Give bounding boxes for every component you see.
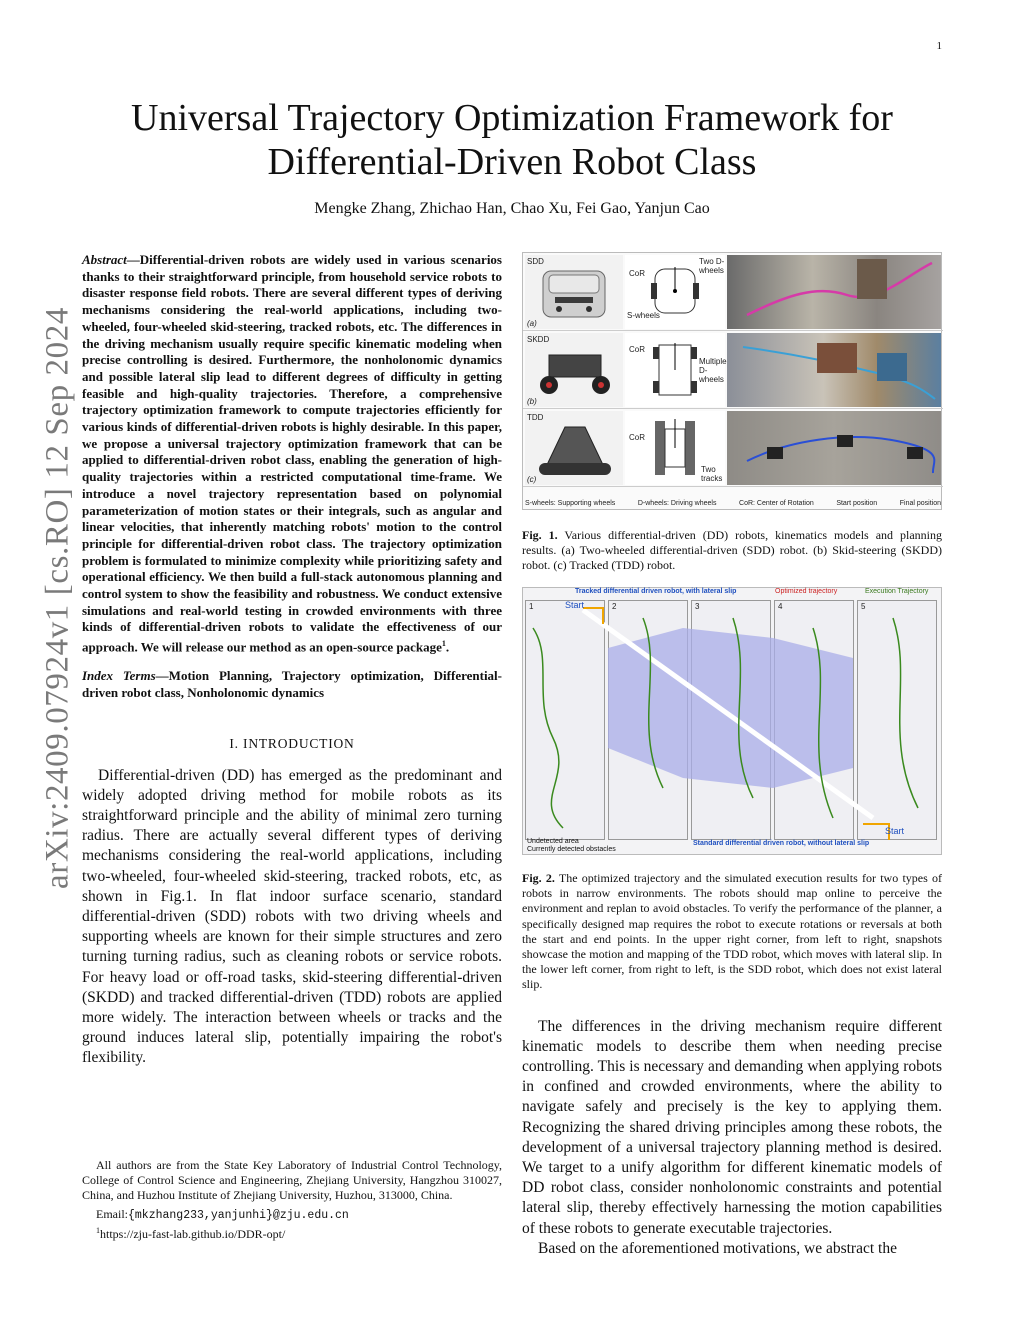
legend-cor: CoR: Center of Rotation bbox=[739, 500, 814, 507]
detected-legend: Currently detected obstacles bbox=[527, 846, 616, 853]
tdd-cor-label: CoR bbox=[629, 433, 646, 442]
legend-swheels: S-wheels: Supporting wheels bbox=[525, 500, 616, 507]
abstract bbox=[82, 252, 502, 656]
index-terms bbox=[82, 668, 502, 701]
link-footnote-mark: 1 bbox=[96, 1226, 100, 1235]
project-link-footnote bbox=[82, 1223, 502, 1242]
sdd-robot-image bbox=[525, 255, 623, 329]
figure-1-row-tdd bbox=[523, 409, 943, 487]
legend-dwheels: D-wheels: Driving wheels bbox=[637, 500, 717, 507]
figure-1-label: Fig. 1. bbox=[522, 528, 558, 542]
abstract-text: —Differential-driven robots are widely used in various scenarios thanks to their straightforward principle, from household service robots to disaster response field robots. There are several different types of deriving mechanisms considering the real-world applications, including two-wheeled, four-wheeled skid-steering, tracked robots, etc. The differences in the driving mechanism usually require specific kinematic modeling when precise controlling is desired. Furthermore, the nonholonomic dynamics and possible lateral slip lead to different degrees of difficulty in getting feasible and high-quality trajectories. Therefore, a comprehensive trajectory optimization framework to compute trajectories efficiently for various kinds of differential-driven robots is highly desirable. In this paper, we propose a universal trajectory optimization framework that can be applied to differential-driven robot class, enabling the generation of high-quality trajectories within a restricted computational time-frame. We introduce a novel trajectory representation based on polynomial parameterization of motion states or their integrals, such as angular and linear velocities, that inherently matching robots' motion to the control principle for differential-driven robot class. The trajectory optimization problem is formulated to minimize complexity while prioritizing safety and operational efficiency. We then build a full-stack autonomous planning and control system to show the feasibility and robustness. We conduct extensive simulations and real-world testing in crowded environments with three kinds of differential-driven robots to validate the effectiveness of our approach. We will release our method as an open-source package bbox=[82, 252, 502, 655]
figure-1 bbox=[522, 252, 942, 510]
affiliation-footnote: All authors are from the State Key Laboratory of Industrial Control Technology, College of Control Science and Engineering, Zhejiang University, Hangzhou 310027, China, and Huzhou Institute of Zhejiang University, Huzhou, 313000, China. bbox=[82, 1158, 502, 1202]
email-prefix: Email: bbox=[96, 1207, 128, 1221]
figure-1-legend bbox=[525, 500, 941, 507]
right-column bbox=[522, 252, 942, 1259]
right-body bbox=[522, 1017, 942, 1259]
tracked-robot-label: Tracked differential driven robot, with lateral slip bbox=[575, 588, 737, 595]
panel-number-2: 2 bbox=[612, 602, 617, 611]
tdd-tracks-label: Two tracks bbox=[701, 465, 723, 483]
skdd-dwheels-label: Multiple D-wheels bbox=[699, 357, 727, 384]
tdd-planning-photo bbox=[727, 411, 941, 485]
legend-start: Start position bbox=[836, 500, 878, 507]
sdd-sub: (a) bbox=[527, 319, 537, 328]
footnotes bbox=[82, 1158, 502, 1242]
skdd-robot-image bbox=[525, 333, 623, 407]
paper-title bbox=[0, 96, 1024, 184]
section-heading: I. INTRODUCTION bbox=[229, 735, 355, 751]
sdd-planning-photo bbox=[727, 255, 941, 329]
abstract-end: . bbox=[445, 639, 450, 655]
panel-number-5: 5 bbox=[861, 602, 866, 611]
start-label-top: Start bbox=[565, 600, 585, 610]
start-label-bottom: Start bbox=[885, 826, 905, 836]
optimized-trajectory-legend: Optimized trajectory bbox=[775, 588, 838, 595]
index-terms-lead: Index Terms bbox=[82, 668, 156, 684]
figure-2-drawing bbox=[523, 588, 943, 856]
skdd-cor-label: CoR bbox=[629, 345, 646, 354]
sdd-photo-path bbox=[727, 255, 941, 329]
author-list: Mengke Zhang, Zhichao Han, Chao Xu, Fei Gao, Yanjun Cao bbox=[314, 200, 710, 217]
skdd-robot-drawing bbox=[525, 333, 623, 407]
panel-number-4: 4 bbox=[778, 602, 783, 611]
undetected-legend: Undetected area bbox=[527, 838, 579, 845]
legend-final: Final position bbox=[899, 500, 941, 507]
left-column bbox=[82, 252, 502, 1069]
page-number: 1 bbox=[936, 40, 942, 52]
figure-1-row-skdd bbox=[523, 331, 943, 409]
standard-robot-label: Standard differential driven robot, without lateral slip bbox=[693, 840, 870, 847]
sdd-tag: SDD bbox=[527, 257, 544, 266]
panel-number-1: 1 bbox=[529, 602, 534, 611]
skdd-photo-path bbox=[727, 333, 941, 407]
sdd-robot-drawing bbox=[525, 255, 623, 329]
project-link[interactable]: https://zju-fast-lab.github.io/DDR-opt/ bbox=[100, 1227, 286, 1241]
title-line-2: Differential-Driven Robot Class bbox=[267, 141, 757, 183]
right-paragraph-2: Based on the aforementioned motivations, we abstract the bbox=[538, 1239, 897, 1257]
figure-2 bbox=[522, 587, 942, 855]
figure-2-label: Fig. 2. bbox=[522, 871, 555, 885]
sdd-dwheels-label: Two D-wheels bbox=[699, 257, 725, 275]
abstract-footnote-mark: 1 bbox=[441, 639, 446, 649]
tdd-sub: (c) bbox=[527, 475, 537, 484]
right-paragraph-1: The differences in the driving mechanism require different kinematic models to describe them when needing precise controlling. This is necessary and demanding when applying robots in confined and crowded environments, where the ability to navigate safely and precisely is the key to applying them. Recognizing the shared driving principles among these robots, the development of a universal trajectory planning method is desired. We target to a unify algorithm for different kinematic models of DD robot class, consider nonholonomic constraints and potential lateral slip, thereby effectively harnessing the motion capabilities of these robots to generate executable trajectories. bbox=[522, 1017, 942, 1237]
skdd-sub: (b) bbox=[527, 397, 537, 406]
figure-1-caption bbox=[522, 528, 942, 573]
abstract-lead: Abstract bbox=[82, 252, 127, 267]
tdd-tag: TDD bbox=[527, 413, 544, 422]
title-line-1: Universal Trajectory Optimization Framework for bbox=[131, 97, 893, 139]
email-footnote bbox=[82, 1207, 502, 1223]
email-address[interactable]: {mkzhang233,yanjunhi}@zju.edu.cn bbox=[128, 1209, 349, 1222]
figure-2-caption-text: The optimized trajectory and the simulated execution results for two types of robots in narrow environments. The robots should map online to perceive the environment and replan to avoid obstacles. To verify the performance of the planner, a specifically designed map requires the robot to execute rotations or reversals at both the start and end points. In the upper right corner, from left to right, snapshots showcase the motion and mapping of the TDD robot, which moves with lateral slip. In the lower left corner, from right to left, is the SDD robot, which does not exist lateral slip. bbox=[522, 871, 943, 992]
index-terms-text: —Motion Planning, Trajectory optimization, Differential-driven robot class, Nonholonomic dynamics bbox=[82, 668, 502, 700]
figure-1-caption-text: Various differential-driven (DD) robots, kinematics models and planning results. (a) Two-wheeled differential-driven (SDD) robot. (b) Skid-steering (SKDD) robot. (c) Tracked (TDD) robot. bbox=[522, 528, 942, 572]
tdd-photo-path bbox=[727, 411, 941, 485]
figure-1-row-sdd bbox=[523, 253, 943, 331]
tdd-robot-drawing bbox=[525, 411, 623, 485]
figure-2-caption bbox=[522, 871, 942, 993]
sdd-cor-label: CoR bbox=[629, 269, 646, 278]
skdd-planning-photo bbox=[727, 333, 941, 407]
intro-paragraph: Differential-driven (DD) has emerged as the predominant and widely adopted driving method for mobile robots as its straightforward principle and the ability of minimal zero turning radius. There are actually several different types of deriving mechanisms considering the real-world applications, including two-wheeled, four-wheeled skid-steering, tracked robots, etc, as shown in Fig.1. In flat indoor surface scenario, standard differential-driven (SDD) robots with two driving wheels and supporting wheels are known for their simple structures and zero turning turning radius, such as cleaning robots or service robots. For heavy load or off-road tasks, skid-steering differential-driven (SKDD) and tracked differential-driven (TDD) robots are applied more widely. The interaction between wheels or tracks and the ground induces lateral slip, potentially impairing the robot's flexibility. bbox=[82, 766, 502, 1067]
execution-trajectory-legend: Execution Trajectory bbox=[865, 588, 929, 595]
panel-number-3: 3 bbox=[695, 602, 700, 611]
skdd-tag: SKDD bbox=[527, 335, 550, 344]
figure-2-bottom-legend bbox=[523, 838, 943, 854]
tdd-robot-image bbox=[525, 411, 623, 485]
sdd-swheels-label: S-wheels bbox=[627, 311, 660, 320]
arxiv-stamp: arXiv:2409.07924v1 [cs.RO] 12 Sep 2024 bbox=[39, 307, 76, 889]
